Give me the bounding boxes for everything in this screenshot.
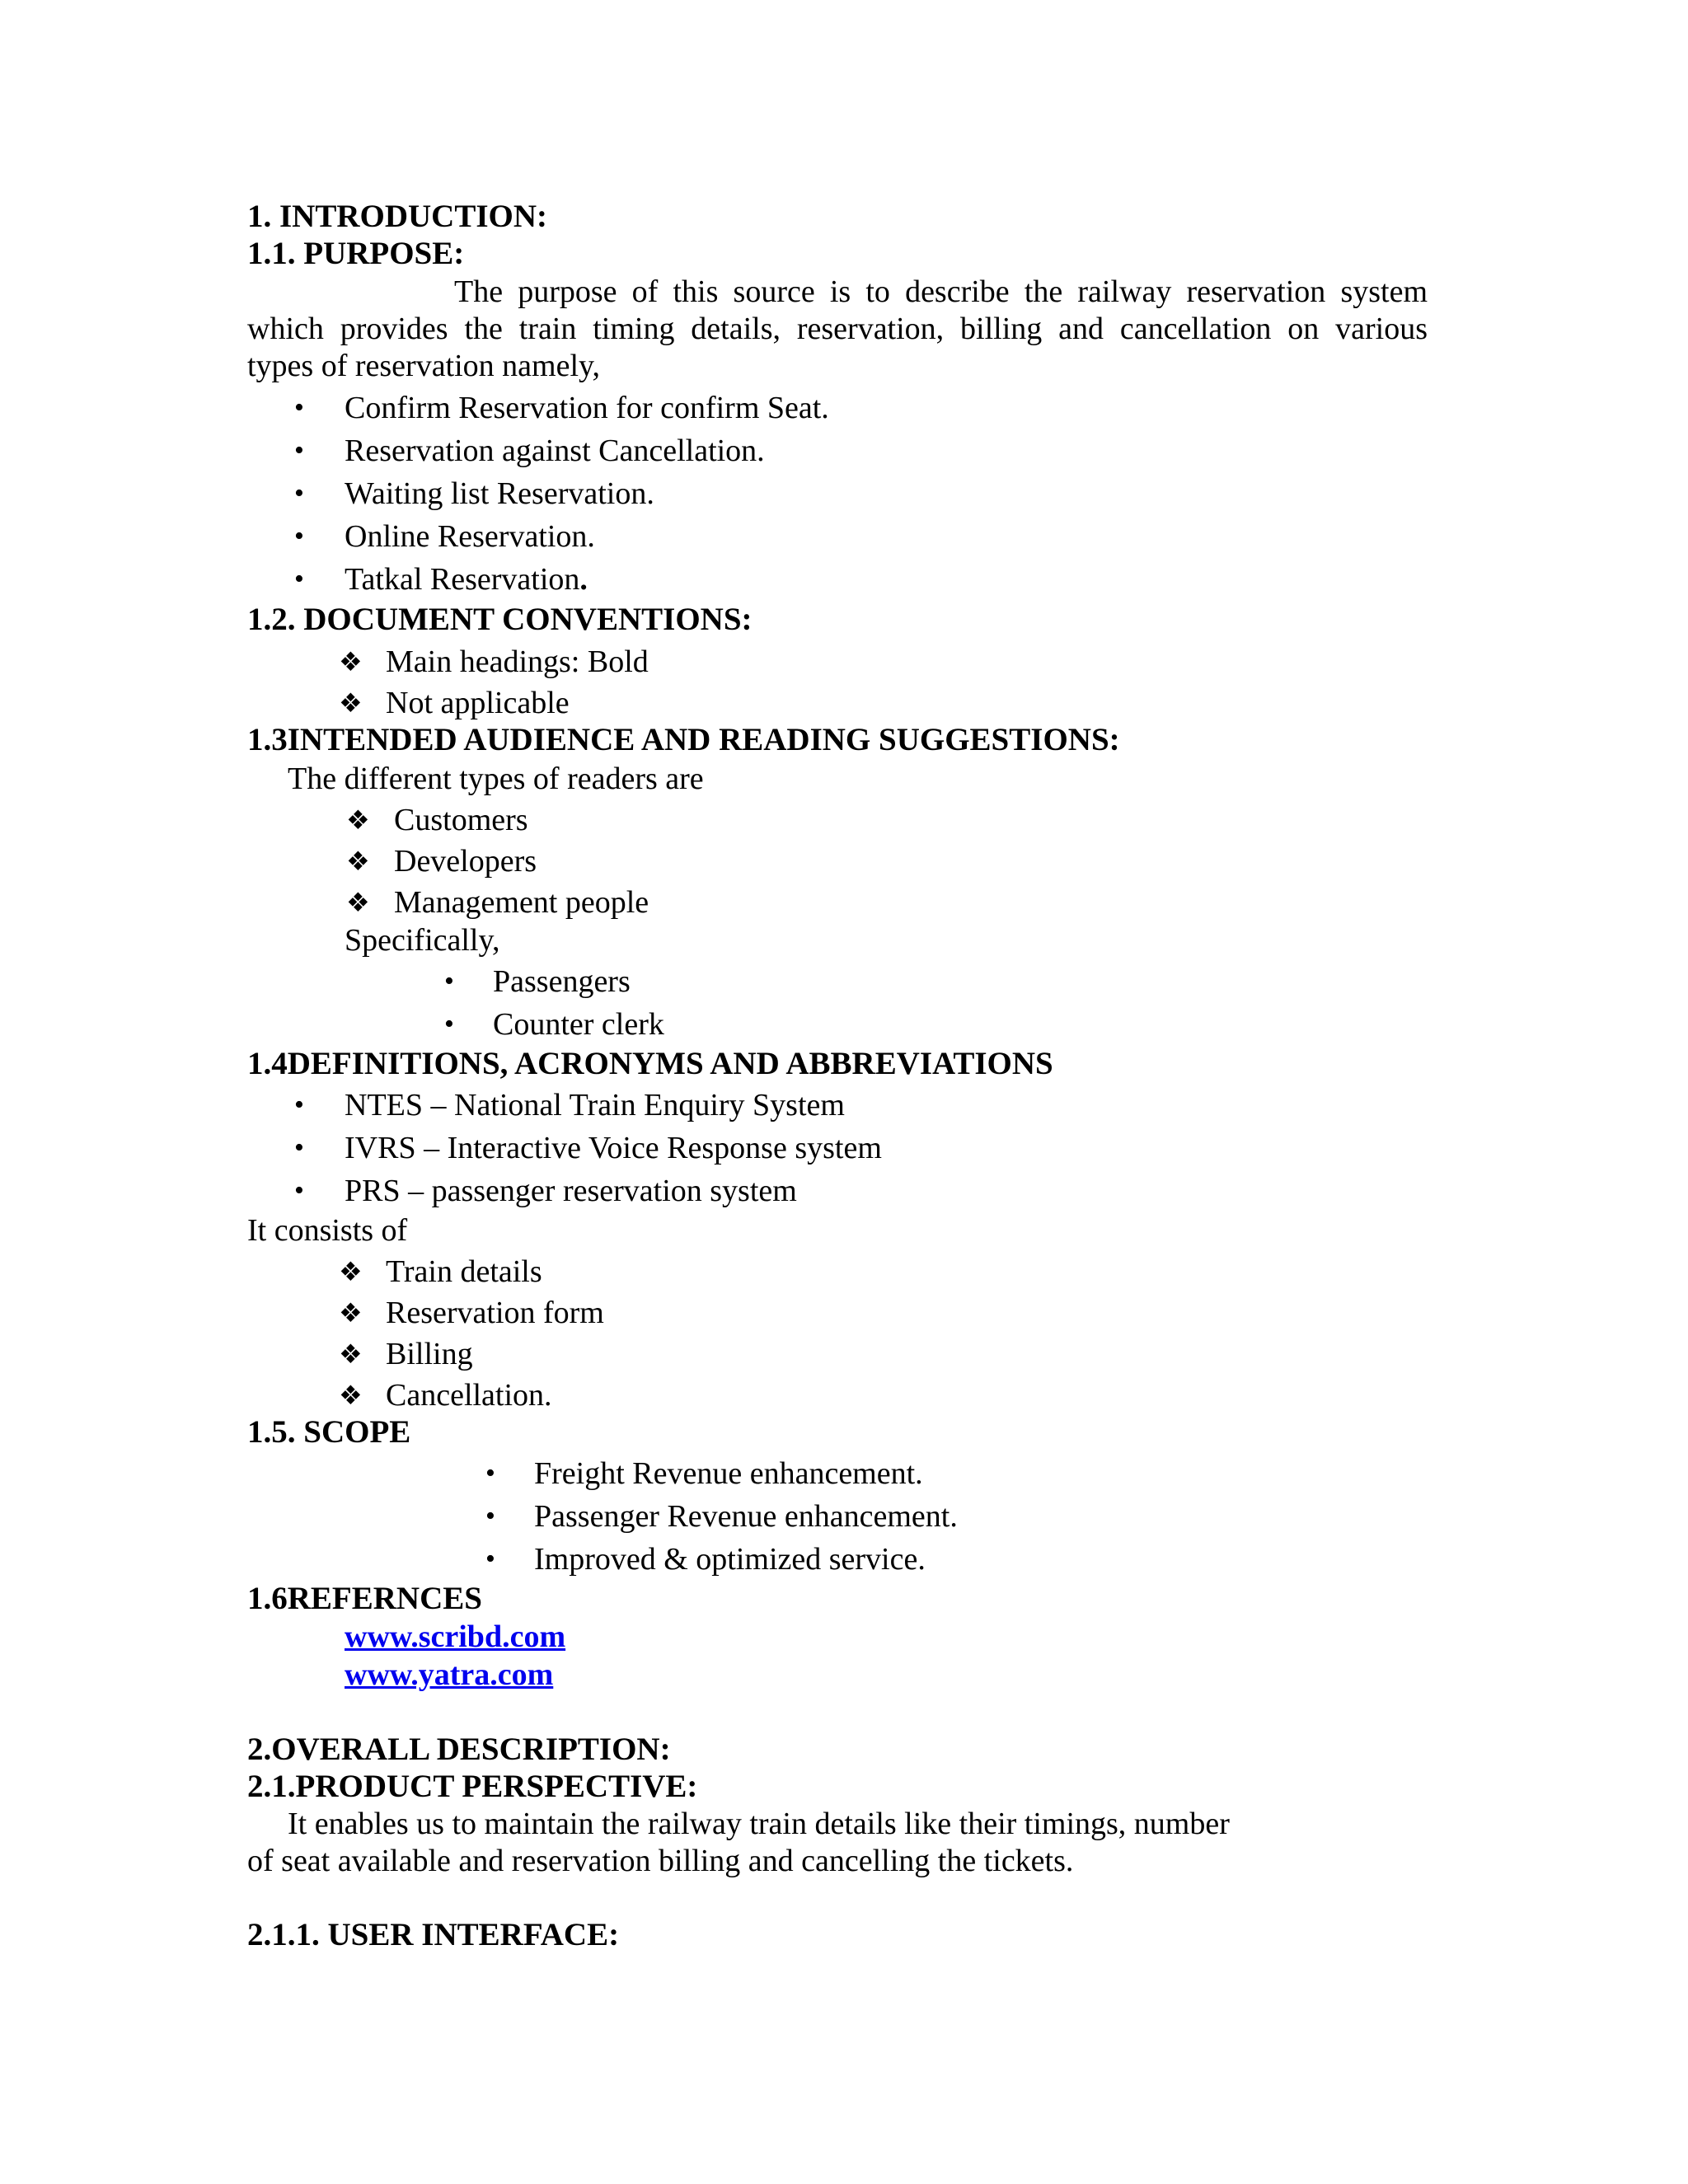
diamond-bullet-icon: ❖ [346,888,370,917]
introduction-heading: 1. INTRODUCTION: [247,199,548,234]
bullet-icon: • [294,435,304,466]
definition-label: IVRS – Interactive Voice Response system [345,1131,882,1165]
conventions-heading: 1.2. DOCUMENT CONVENTIONS: [247,602,753,637]
diamond-bullet-icon: ❖ [346,846,370,876]
bold-period: . [579,562,588,597]
diamond-bullet-icon: ❖ [346,805,370,835]
scope-label: Improved & optimized service. [534,1542,926,1577]
diamond-bullet-icon: ❖ [339,1380,363,1410]
bullet-icon: • [444,966,454,996]
reader-label: Developers [394,844,537,879]
reservation-type-label: Online Reservation. [345,519,595,554]
perspective-paragraph-line-1: It enables us to maintain the railway train details like their timings, number [288,1807,1230,1841]
purpose-paragraph-line-3: types of reservation namely, [247,349,601,383]
part-label: Train details [386,1254,542,1289]
diamond-bullet-icon: ❖ [339,1257,363,1286]
bullet-icon: • [294,1090,304,1120]
reservation-type-label [345,560,588,598]
purpose-heading: 1.1. PURPOSE: [247,236,465,271]
bullet-icon: • [294,392,304,423]
perspective-paragraph-line-2: of seat available and reservation billing and cancelling the tickets. [247,1844,1074,1878]
convention-label: Not applicable [386,686,570,720]
part-label: Reservation form [386,1296,604,1330]
bullet-icon: • [294,1132,304,1163]
user-interface-heading: 2.1.1. USER INTERFACE: [247,1917,620,1952]
reservation-type-label: Waiting list Reservation. [345,476,654,511]
definition-label: NTES – National Train Enquiry System [345,1088,845,1122]
product-perspective-heading: 2.1.PRODUCT PERSPECTIVE: [247,1769,698,1804]
bullet-icon: • [485,1458,495,1488]
bullet-icon: • [294,1175,304,1206]
scope-heading: 1.5. SCOPE [247,1414,411,1450]
bullet-icon: • [485,1501,495,1531]
bullet-icon: • [485,1544,495,1574]
consists-label: It consists of [247,1213,408,1248]
reservation-type-label: Confirm Reservation for confirm Seat. [345,391,829,425]
purpose-paragraph-line-1: The purpose of this source is to describe the railway reservation system [454,274,1428,309]
definitions-heading: 1.4DEFINITIONS, ACRONYMS AND ABBREVIATIONS [247,1046,1053,1081]
scribd-link[interactable]: www.scribd.com [345,1619,566,1654]
reservation-type-label: Reservation against Cancellation. [345,434,765,468]
audience-heading: 1.3INTENDED AUDIENCE AND READING SUGGESTIONS: [247,722,1120,757]
reader-label: Management people [394,885,649,920]
part-label: Billing [386,1337,473,1371]
convention-label: Main headings: Bold [386,644,649,679]
audience-intro: The different types of readers are [288,762,704,796]
reader-label: Customers [394,803,528,837]
yatra-link[interactable]: www.yatra.com [345,1657,554,1692]
scope-label: Freight Revenue enhancement. [534,1456,923,1491]
specific-reader-label: Passengers [493,964,631,999]
diamond-bullet-icon: ❖ [339,647,363,677]
scope-label: Passenger Revenue enhancement. [534,1499,958,1534]
references-heading: 1.6REFERNCES [247,1581,482,1616]
bullet-icon: • [294,564,304,594]
reservation-type-text: Tatkal Reservation [345,562,580,597]
overall-description-heading: 2.OVERALL DESCRIPTION: [247,1732,671,1767]
definition-label: PRS – passenger reservation system [345,1174,797,1208]
bullet-icon: • [444,1009,454,1039]
diamond-bullet-icon: ❖ [339,1339,363,1369]
bullet-icon: • [294,521,304,551]
specifically-label: Specifically, [345,923,500,958]
part-label: Cancellation. [386,1378,552,1413]
bullet-icon: • [294,478,304,509]
diamond-bullet-icon: ❖ [339,1298,363,1328]
purpose-paragraph-line-2: which provides the train timing details, reservation, billing and cancellation on various [247,312,1428,346]
diamond-bullet-icon: ❖ [339,688,363,718]
specific-reader-label: Counter clerk [493,1007,664,1042]
